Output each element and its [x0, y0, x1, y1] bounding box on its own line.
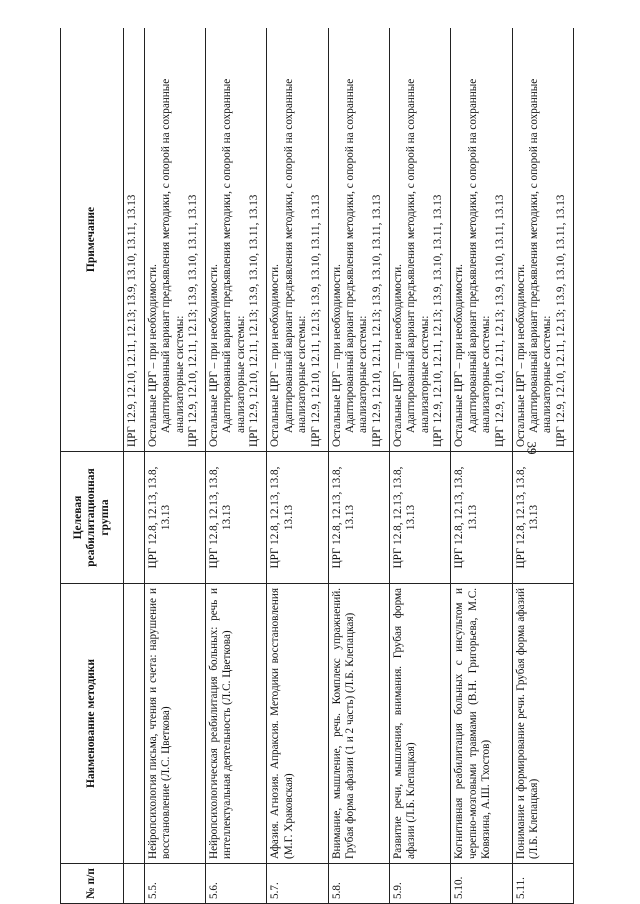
table-row: [328, 28, 389, 904]
header-name: Наименование методики: [61, 584, 124, 864]
cell-note: [512, 28, 573, 452]
note-line-1: Остальные ЦРГ – при необходимости.: [453, 264, 466, 447]
rotated-content: [60, 28, 580, 904]
table-row: [144, 28, 205, 904]
table-row: [390, 28, 451, 904]
table-row: [512, 28, 573, 904]
cell-num: 5.5.: [144, 864, 205, 904]
note-line-2: Адаптированный вариант предъявления методики, с опорой на сохранные анализаторные системы:: [160, 78, 186, 433]
cell-num: 5.8.: [328, 864, 389, 904]
header-group: Целевая реабилитационная группа: [61, 452, 124, 584]
header-num: № п/п: [61, 864, 124, 904]
note-line-1: Остальные ЦРГ – при необходимости.: [269, 264, 282, 447]
note-line-3: ЦРГ 12.9, 12.10, 12.11, 12.13; 13.9, 13.10, 13.11, 13.13: [554, 194, 567, 447]
note-line-1: Остальные ЦРГ – при необходимости.: [392, 264, 404, 447]
cell-note: [267, 28, 328, 452]
note-line-2: Адаптированный вариант предъявления методики, с опорой на сохранные анализаторные системы:: [405, 78, 431, 433]
header-note: Примечание: [61, 28, 124, 452]
note-line-3: ЦРГ 12.9, 12.10, 12.11, 12.13; 13.9, 13.10, 13.11, 13.13: [248, 194, 261, 447]
cell-name: Афазия. Агнозия. Апраксия. Методики восстановления (М.Г. Храковская): [267, 584, 328, 864]
cell-num: 5.9.: [390, 864, 451, 904]
cell-name: Нейропсихология письма, чтения и счета: нарушение и восстановление (Л.С. Цветкова): [144, 584, 205, 864]
note-line-2: Адаптированный вариант предъявления методики, с опорой на сохранные анализаторные системы:: [528, 78, 554, 433]
cell-num: 5.6.: [206, 864, 267, 904]
cell-group: ЦРГ 12.8, 12.13, 13.8, 13.13: [267, 452, 328, 584]
cell-name: Внимание, мышление, речь. Комплекс упражнений. Грубая форма афазии (1 и 2 часть) (Л.Б. Клепацкая): [328, 584, 389, 864]
cell-group: ЦРГ 12.8, 12.13, 13.8, 13.13: [328, 452, 389, 584]
cell-empty: [123, 452, 144, 584]
cell-num: 5.7.: [267, 864, 328, 904]
table-header-row: [61, 28, 124, 904]
table-row: [206, 28, 267, 904]
cell-note: [206, 28, 267, 452]
cell-group: ЦРГ 12.8, 12.13, 13.8, 13.13: [206, 452, 267, 584]
cell-name: Нейропсихологическая реабилитация больных: речь и интеллектуальная деятельность (Л.С. Цветкова): [206, 584, 267, 864]
table-row: [267, 28, 328, 904]
note-line-2: Адаптированный вариант предъявления методики, с опорой на сохранные анализаторные системы:: [282, 78, 309, 433]
note-line-2: Адаптированный вариант предъявления методики, с опорой на сохранные анализаторные системы:: [466, 78, 493, 433]
rotated-page: [60, 28, 580, 904]
note-line-1: Остальные ЦРГ – при необходимости.: [208, 264, 221, 447]
cell-empty: [123, 864, 144, 904]
cell-group: ЦРГ 12.8, 12.13, 13.8, 13.13: [451, 452, 512, 584]
note-line-1: Остальные ЦРГ – при необходимости.: [146, 264, 159, 447]
note-line-3: ЦРГ 12.9, 12.10, 12.11, 12.13; 13.9, 13.10, 13.11, 13.13: [370, 194, 383, 447]
cell-group: ЦРГ 12.8, 12.13, 13.8, 13.13: [512, 452, 573, 584]
note-line-1: Остальные ЦРГ – при необходимости.: [330, 264, 343, 447]
note-line-2: Адаптированный вариант предъявления методики, с опорой на сохранные анализаторные системы:: [221, 78, 247, 433]
cell-note: [390, 28, 451, 452]
cell-num: 5.10.: [451, 864, 512, 904]
page-number: 39: [524, 441, 540, 455]
cell-name: Развитие речи, мышления, внимания. Грубая форма афазии (Л.Б. Клепацкая): [390, 584, 451, 864]
cell-group: ЦРГ 12.8, 12.13, 13.8, 13.13: [144, 452, 205, 584]
table-row-continuation: [123, 28, 144, 904]
note-line-2: Адаптированный вариант предъявления методики, с опорой на сохранные анализаторные системы:: [344, 78, 370, 433]
note-line-3: ЦРГ 12.9, 12.10, 12.11, 12.13; 13.9, 13.10, 13.11, 13.13: [186, 194, 199, 447]
cell-note: [144, 28, 205, 452]
cell-name: Когнитивная реабилитация больных с инсультом и черепно-мозговыми травмами (В.Н. Григорьева, М.С. Ковязина, А.Ш. Тхостов): [451, 584, 512, 864]
cell-empty: [123, 584, 144, 864]
note-line-3: ЦРГ 12.9, 12.10, 12.11, 12.13; 13.9, 13.10, 13.11, 13.13: [432, 194, 445, 447]
cell-note: [328, 28, 389, 452]
note-line-3: ЦРГ 12.9, 12.10, 12.11, 12.13; 13.9, 13.10, 13.11, 13.13: [493, 194, 506, 447]
note-line-1: Остальные ЦРГ – при необходимости.: [514, 264, 527, 447]
table-row: [451, 28, 512, 904]
methods-table: [60, 28, 574, 904]
cell-group: ЦРГ 12.8, 12.13, 13.8, 13.13: [390, 452, 451, 584]
cell-note: [451, 28, 512, 452]
cell-note-continuation: ЦРГ 12.9, 12.10, 12.11, 12.13; 13.9, 13.10, 13.11, 13.13: [123, 28, 144, 452]
cell-num: 5.11.: [512, 864, 573, 904]
cell-name: Понимание и формирование речи. Грубая форма афазий (Л.Б. Клепацкая): [512, 584, 573, 864]
note-line-3: ЦРГ 12.9, 12.10, 12.11, 12.13; 13.9, 13.10, 13.11, 13.13: [309, 194, 322, 447]
